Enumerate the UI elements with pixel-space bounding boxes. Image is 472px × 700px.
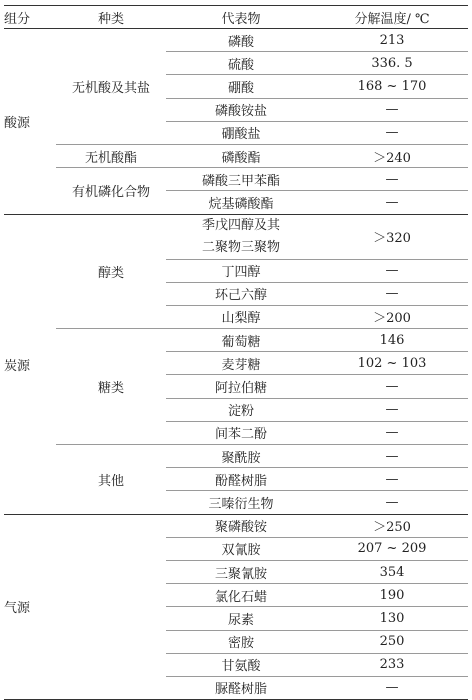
temperature-cell: — (316, 259, 468, 282)
table-row (4, 29, 468, 52)
group-name: 炭源 (4, 214, 56, 514)
temperature-cell: — (316, 121, 468, 144)
representative-cell: 硼酸 (166, 75, 316, 98)
temperature-cell: ＞200 (316, 305, 468, 328)
temperature-cell: 207 ~ 209 (316, 537, 468, 560)
kind-name (56, 514, 166, 700)
group-name: 气源 (4, 514, 56, 700)
table-row (4, 168, 468, 191)
representative-cell: 甘氨酸 (166, 653, 316, 676)
temperature-cell: 250 (316, 630, 468, 653)
temperature-cell: 354 (316, 560, 468, 583)
representative-cell: 氯化石蜡 (166, 584, 316, 607)
table-row (4, 329, 468, 352)
kind-name: 糖类 (56, 329, 166, 445)
representative-cell: 三聚氰胺 (166, 560, 316, 583)
representative-cell: 麦芽糖 (166, 352, 316, 375)
temperature-cell: — (316, 168, 468, 191)
kind-name: 其他 (56, 445, 166, 515)
temperature-cell: ＞240 (316, 144, 468, 167)
temperature-cell: — (316, 398, 468, 421)
temperature-cell: — (316, 676, 468, 699)
kind-name: 醇类 (56, 214, 166, 329)
temperature-cell: 130 (316, 607, 468, 630)
temperature-cell: — (316, 421, 468, 444)
representative-cell: 丁四醇 (166, 259, 316, 282)
header-component: 组分 (4, 6, 56, 29)
temperature-cell: — (316, 191, 468, 214)
representative-cell: 酚醛树脂 (166, 468, 316, 491)
representative-cell: 磷酸三甲苯酯 (166, 168, 316, 191)
temperature-cell: — (316, 445, 468, 468)
representative-cell: 密胺 (166, 630, 316, 653)
representative-cell: 尿素 (166, 607, 316, 630)
representative-cell: 淀粉 (166, 398, 316, 421)
representative-cell: 三嗪衍生物 (166, 491, 316, 514)
header-representative: 代表物 (166, 6, 316, 29)
flame-retardant-table (4, 5, 468, 700)
representative-cell: 山梨醇 (166, 305, 316, 328)
representative-cell: 聚磷酸铵 (166, 514, 316, 537)
temperature-cell: — (316, 375, 468, 398)
temperature-cell: — (316, 468, 468, 491)
representative-cell: 阿拉伯糖 (166, 375, 316, 398)
kind-name: 无机酸及其盐 (56, 29, 166, 145)
group-name: 酸源 (4, 29, 56, 215)
representative-cell: 脲醛树脂 (166, 676, 316, 699)
representative-cell: 硼酸盐 (166, 121, 316, 144)
representative-cell: 环己六醇 (166, 282, 316, 305)
representative-cell: 磷酸 (166, 29, 316, 52)
header-decomp-temp: 分解温度/ ℃ (316, 6, 468, 29)
temperature-cell: 213 (316, 29, 468, 52)
representative-cell: 双氰胺 (166, 537, 316, 560)
temperature-cell: 168 ~ 170 (316, 75, 468, 98)
representative-cell: 聚酰胺 (166, 445, 316, 468)
header-kind: 种类 (56, 6, 166, 29)
temperature-cell: 336. 5 (316, 52, 468, 75)
table-row (4, 445, 468, 468)
kind-name: 有机磷化合物 (56, 168, 166, 214)
representative-cell: 季戊四醇及其 二聚物三聚物 (166, 214, 316, 259)
temperature-cell: — (316, 491, 468, 514)
representative-cell: 磷酸铵盐 (166, 98, 316, 121)
representative-cell: 磷酸酯 (166, 144, 316, 167)
header-row (4, 6, 468, 29)
representative-cell: 葡萄糖 (166, 329, 316, 352)
representative-cell: 硫酸 (166, 52, 316, 75)
temperature-cell: — (316, 98, 468, 121)
temperature-cell: 233 (316, 653, 468, 676)
temperature-cell: ＞320 (316, 214, 468, 259)
representative-cell: 烷基磷酸酯 (166, 191, 316, 214)
table-row (4, 144, 468, 167)
table-row (4, 214, 468, 259)
table-body (4, 29, 468, 700)
table-row (4, 514, 468, 537)
representative-cell: 间苯二酚 (166, 421, 316, 444)
temperature-cell: ＞250 (316, 514, 468, 537)
temperature-cell: — (316, 282, 468, 305)
temperature-cell: 190 (316, 584, 468, 607)
temperature-cell: 102 ~ 103 (316, 352, 468, 375)
kind-name: 无机酸酯 (56, 144, 166, 167)
temperature-cell: 146 (316, 329, 468, 352)
